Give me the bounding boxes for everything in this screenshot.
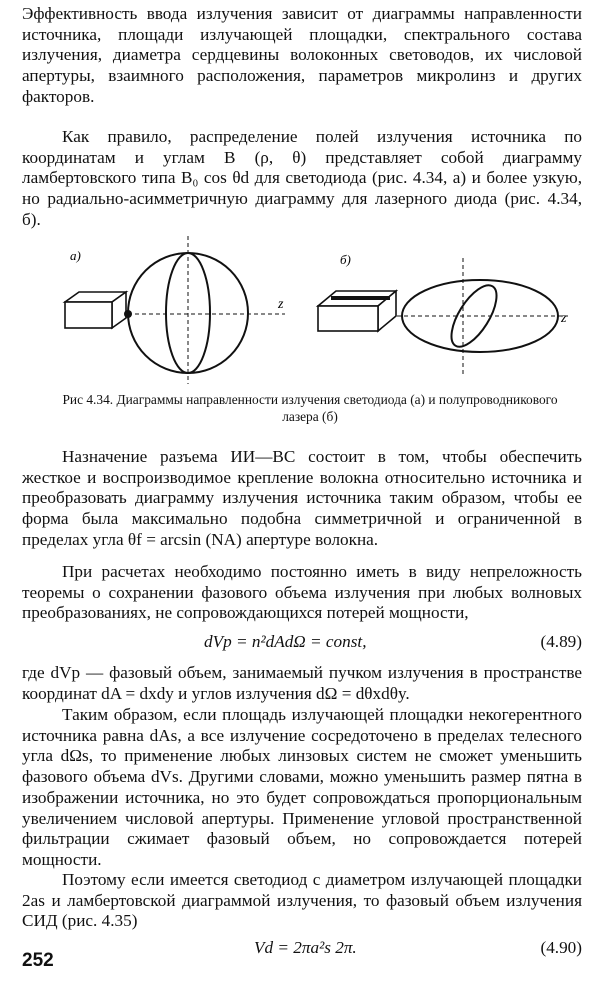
figure-4-34 [40, 236, 570, 388]
paragraph-definitions: где dVp — фазовый объем, занимаемый пучком излучения в пространстве координат dA = dxdy и углов излучения dΩ = dθxdθy. [22, 663, 582, 703]
emitting-area-dot [124, 310, 132, 318]
paragraph-phase-volume-theorem: При расчетах необходимо постоянно иметь в виду непреложность теоремы о сохранении фазового объема излучения при любых волновых преобразованиях, не сопровождающихся потерей мощности, [22, 562, 582, 623]
equation-number: (4.90) [540, 938, 582, 957]
axis-z-b: z [561, 311, 567, 326]
label-b: б) [340, 252, 351, 267]
paragraph-incoherent-source: Таким образом, если площадь излучающей площадки некогерентного источника равна dAs, а все излучение сосредоточено в пределах телесного угла dΩs, то применение любых линзовых систем не сможет уменьшить фазового объема dVs. Другими словами, можно уменьшить размер пятна в изображении источника, но это будет сопровождаться пропорциональным увеличением числовой апертуры. Применение угловой пространственной фильтрации сжимает фазовый объем, но сопровождается потерей мощности. [22, 705, 582, 869]
paragraph-intro: Эффективность ввода излучения зависит от диаграммы направленности источника, площади излучающей площадки, спектрального состава излучения, диаметра сердцевины волоконных световодов, их числовой апертуры, взаимного расположения, параметров микролинз и других факторов. [22, 4, 582, 106]
paragraph-led-phase-volume: Поэтому если имеется светодиод с диаметром излучающей площадки 2as и ламбертовской диаграммой излучения, то фазовый объем излучения СИД (рис. 4.35) [22, 870, 582, 931]
laser-diagram [318, 252, 568, 376]
equation-formula: dVp = n²dAdΩ = const, [204, 632, 367, 651]
axis-z-a: z [278, 297, 284, 312]
equation-formula: Vd = 2πa²s 2π. [254, 938, 357, 957]
paragraph-connector-purpose: Назначение разъема ИИ—ВС состоит в том, чтобы обеспечить жесткое и воспроизводимое крепление волокна относительно источника и преобразовать диаграмму излучения источника таким образом, чтобы ее форма была максимально подобна симметричной и ограниченной в пределах угла θf = arcsin (NA) апертуре волокна. [22, 447, 582, 549]
led-diagram [65, 236, 285, 384]
paragraph-field-distribution: Как правило, распределение полей излучения источника по координатам и углам B (ρ, θ) представляет собой диаграмму ламбертовского типа B₀ cos θd для светодиода (рис. 4.34, а) и более узкую, но радиально-асимметричную диаграмму для лазерного диода (рис. 4.34, б). [22, 127, 582, 229]
led-block-front [65, 302, 112, 328]
laser-block-front [318, 306, 378, 331]
equation-number: (4.89) [540, 632, 582, 651]
equation-4-90 [22, 937, 582, 959]
page-number: 252 [22, 950, 54, 971]
label-a: а) [70, 248, 81, 263]
equation-4-89 [22, 631, 582, 653]
figure-caption: Рис 4.34. Диаграммы направленности излучения светодиода (а) и полупроводникового лазера (б) [62, 392, 558, 424]
